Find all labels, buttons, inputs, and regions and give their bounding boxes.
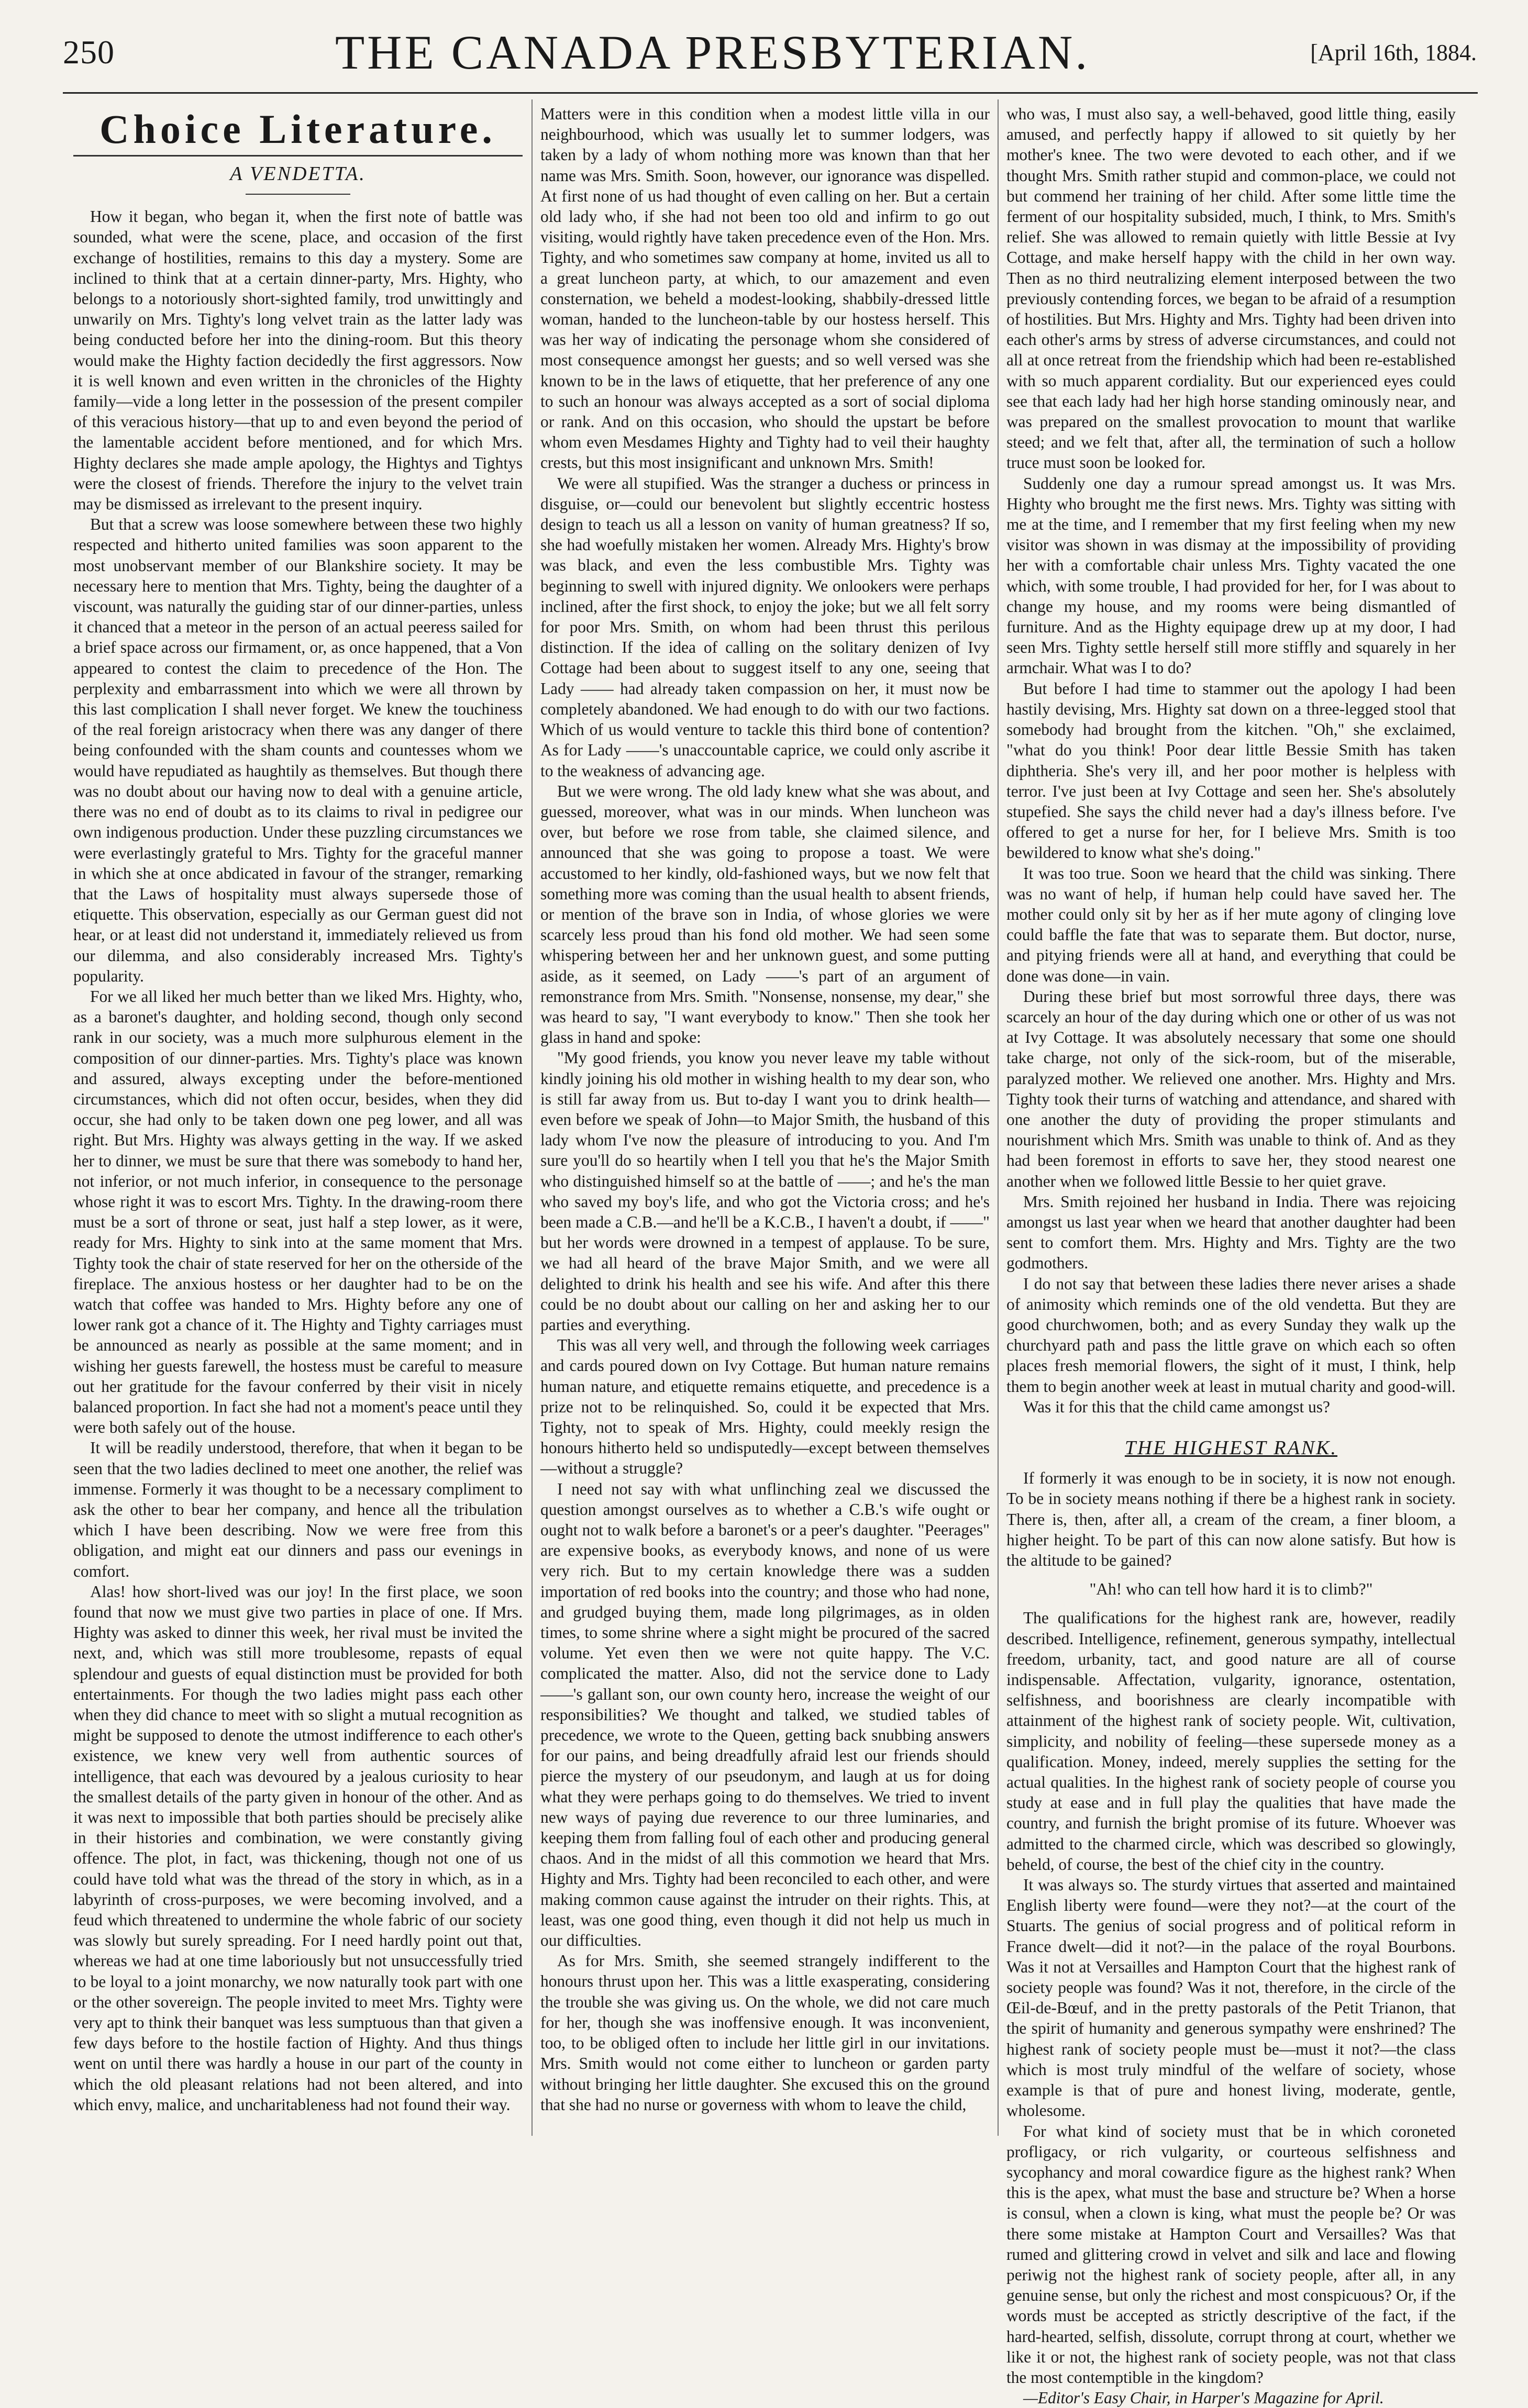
paragraph: It will be readily understood, therefore, that when it began to be seen that the two ladies declined to meet one another, the relief was immense. Formerly it was thought to be a necessary compliment to ask the other to bear her company, and hence all the tribulation which I have been describing. Now we were free from this obligation, and might eat our dinners and pass our evenings in comfort.: [73, 1439, 523, 1580]
paragraph: For what kind of society must that be in which coroneted profligacy, or rich vulgarity, or courteous selfishness and sycophancy and moral cowardice figure as the highest rank? When this is the apex, what must the base and structure be? When a horse is consul, when a clown is king, what must the people be? Or was there some mistake at Hampton Court and Versailles? Was that rumed and glittering crowd in velvet and silk and lace and flowing periwig not the highest rank of society people, after all, in any genuine sense, but only the richest and most conspicuous? Or, if the words must be accepted as strictly descriptive of the fact, if the hard-hearted, selfish, dissolute, corrupt throng at court, whether we like it or not, the highest rank of society people, was not that class the most contemptible in the kingdom?: [1006, 2122, 1456, 2387]
paragraph: Was it for this that the child came amongst us?: [1023, 1397, 1330, 1416]
paragraph: But that a screw was loose somewhere between these two highly respected and hitherto united families was soon apparent to the most unobservant member of our Blankshire society. It may be necessary here to mention that Mrs. Tighty, being the daughter of a viscount, was naturally the guiding star of our dinner-parties, unless it chanced that a meteor in the person of an actual peeress sailed for a brief space across our firmament, or, as once happened, that a Von appeared to contest the claim to precedence of the Hon. The perplexity and embarrassment into which we were all thrown by this last complication I shall never forget. We knew the touchiness of the real foreign aristocracy when there was any danger of there being confounded with the sham counts and countesses whom we would have repudiated as haughtily as themselves. But though there was no doubt about our having now to deal with a genuine article, there was no end of doubt as to its claims to rival in pedigree our own indigenous production. Under these puzzling circumstances we were everlastingly grateful to Mrs. Tighty for the graceful manner in which she at once abdicated in favour of the stranger, remarking that the Laws of hospitality must always supersede those of etiquette. This observation, especially as our German guest did not hear, or at least did not understand it, immediately relieved us from our dilemma, and also considerably increased Mrs. Tighty's popularity.: [73, 515, 523, 985]
masthead: [63, 16, 1477, 89]
story-title-highest-rank: THE HIGHEST RANK.: [1124, 1437, 1338, 1459]
column-2: [540, 104, 990, 2135]
paragraph: We were all stupified. Was the stranger a duchess or princess in disguise, or—could our benevolent but slightly eccentric hostess design to teach us all a lesson on vanity of human greatness? If so, she had woefully mistaken her women. Already Mrs. Highty's brow was black, and even the less combustible Mrs. Tighty was beginning to swell with injured dignity. We onlookers were perhaps inclined, after the first shock, to enjoy the joke; but we all felt sorry for poor Mrs. Smith, on whom had been thrust this perilous distinction. If the idea of calling on the solitary denizen of Ivy Cottage had been about to suggest itself to any one, seeing that Lady —— had already taken compassion on her, it must now be completely abandoned. We had enough to do with our two factions. Which of us would venture to tackle this third bone of contention? As for Lady ——'s unaccountable caprice, we could only ascribe it to the weakness of advancing age.: [540, 474, 990, 780]
page-number: 250: [63, 34, 115, 71]
title-rule: [246, 194, 350, 195]
paragraph: "My good friends, you know you never leave my table without kindly joining his old mother in wishing health to my dear son, who is still far away from us. But to-day I want you to drink health—even before we speak of John—to Major Smith, the husband of this lady whom I've now the pleasure of introducing to you. And I'm sure you'll do so heartily when I tell you that he's the Major Smith who distinguished himself so at the battle of ——; and he's the man who saved my boy's life, and who got the Victoria cross; and he's been made a C.B.—and he'll be a K.C.B., I haven't a doubt, if ——" but her words were drowned in a tempest of applause. To be sure, we had all heard of the brave Major Smith, and we were all delighted to drink his health and see his wife. And after this there could be no doubt about our calling on her and asking her to our parties and everything.: [540, 1049, 990, 1334]
column-1: [73, 104, 523, 2135]
paragraph: who was, I must also say, a well-behaved, good little thing, easily amused, and perfectly happy if allowed to sit quietly by her mother's knee. The two were devoted to each other, and if we thought Mrs. Smith rather stupid and common-place, we could not but commend her training of her child. After some little time the ferment of our hospitality subsided, much, I think, to Mrs. Smith's relief. She was allowed to remain quietly with little Bessie at Ivy Cottage, and make herself happy with the child in her own way. Then as no third neutralizing element interposed between the two previously contending forces, we began to be afraid of a resumption of hostilities. But Mrs. Highty and Mrs. Tighty had been driven into each other's arms by stress of adverse circumstances, and could not all at once retreat from the friendship which had been re-established with so much apparent cordiality. But our experienced eyes could see that each lady had her high horse standing ominously near, and was prepared on the smallest provocation to mount that warlike steed; and we felt that, after all, the termination of such a hollow truce must soon be looked for.: [1006, 105, 1456, 472]
paragraph: This was all very well, and through the following week carriages and cards poured down on Ivy Cottage. But human nature remains human nature, and etiquette remains etiquette, and precedence is a prize not to be relinquished. So, could it be expected that Mrs. Tighty, not to speak of Mrs. Highty, could meekly resign the honours hitherto held so undisputedly—except between themselves—without a struggle?: [540, 1336, 990, 1478]
attribution: —Editor's Easy Chair, in Harper's Magazine for April.: [1023, 2389, 1384, 2407]
paragraph: It was always so. The sturdy virtues that asserted and maintained English liberty were found—were they not?—at the court of the Stuarts. The genius of social progress and of political reform in France dwelt—did it not?—in the palace of the royal Bourbons. Was it not at Versailles and Hampton Court that the highest rank of society people was found? Was it not, therefore, in the circle of the Œil-de-Bœuf, and in the pretty pastorals of the Petit Trianon, that the spirit of humanity and generous sympathy were enshrined? The highest rank of society people must be—must it not?—the class which is most truly mindful of the welfare of society, whose example is that of pure and honest living, moderate, gentle, wholesome.: [1006, 1876, 1456, 2120]
paragraph: I do not say that between these ladies there never arises a shade of animosity which reminds one of the old vendetta. But they are good churchwomen, both; and as every Sunday they walk up the churchyard path and pass the little grave on which each so often places fresh memorial flowers, the sight of it must, I think, help them to begin another week at least in mutual charity and good-will.: [1006, 1274, 1456, 1396]
paragraph: How it began, who began it, when the first note of battle was sounded, what were the scene, place, and occasion of the first exchange of hostilities, remains to this day a mystery. Some are inclined to think that at a certain dinner-party, Mrs. Highty, who belongs to a notoriously short-sighted family, trod unwittingly and unwarily on Mrs. Tighty's long velvet train as the latter lady was being conducted before her into the dining-room. But this theory would make the Highty faction decidedly the first aggressors. Now it is well known and even written in the chronicles of the Highty family—vide a long letter in the possession of the present compiler of this veracious history—that up to and even beyond the period of the lamentable accident before mentioned, and for which Mrs. Highty declares she made ample apology, the Hightys and Tightys were the closest of friends. Therefore the injury to the velvet train may be dismissed as irrelevant to the present inquiry.: [73, 207, 523, 514]
paragraph: The qualifications for the highest rank are, however, readily described. Intelligence, refinement, generous sympathy, intellectual freedom, urbanity, tact, and good nature are all of course indispensable. Affectation, vulgarity, ignorance, ostentation, selfishness, and boorishness are clearly incompatible with attainment of the highest rank of society people. Wit, cultivation, simplicity, and nobility of feeling—these supersede money as a qualification. Money, indeed, merely supplies the setting for the actual qualities. In the highest rank of society people of course you study at ease and in full play the qualities that have made the country, and furnish the bright promise of its future. Whoever was admitted to the charmed circle, which was described so glowingly, beheld, of course, the best of the chief city in the country.: [1006, 1609, 1456, 1874]
paragraph: For we all liked her much better than we liked Mrs. Highty, who, as a baronet's daughter, and holding second, though only second rank in our society, was a much more sulphurous element in the composition of our dinner-parties. Mrs. Tighty's place was known and assured, always excepting under the before-mentioned circumstances, which did not often occur, besides, when they did occur, she had only to be taken down one peg lower, and all was right. But Mrs. Highty was always getting in the way. If we asked her to dinner, we must be sure that there was somebody to hand her, not inferior, or not much inferior, in consequence to the personage whose right it was to escort Mrs. Tighty. In the drawing-room there must be a sort of throne or seat, just half a step lower, as it were, ready for Mrs. Highty to sink into at the same moment that Mrs. Tighty took the chair of state reserved for her on the otherside of the fireplace. The anxious hostess or her daughter had to be on the watch that coffee was handed to Mrs. Highty before any one of lower rank got a chance of it. The Highty and Tighty carriages must be announced as nearly as possible at the same moment; and in wishing her guests farewell, the hostess must be careful to measure out her gratitude for the favour conferred by their visit in nicely balanced proportion. In fact she had not a moment's peace until they were both safely out of the house.: [73, 987, 523, 1437]
issue-date: [April 16th, 1884.: [1310, 39, 1477, 65]
paragraph: Mrs. Smith rejoined her husband in India. There was rejoicing amongst us last year when we heard that another daughter had been sent to comfort them. Mrs. Highty and Mrs. Tighty are the two godmothers.: [1006, 1192, 1456, 1273]
paragraph: Alas! how short-lived was our joy! In the first place, we soon found that now we must give two parties in place of one. If Mrs. Highty was asked to dinner this week, her rival must be invited the next, and, which was still more troublesome, repasts of equal splendour and guests of equal distinction must be provided for both entertainments. For though the two ladies might pass each other when they did chance to meet with so slight a mutual recognition as might be supposed to denote the utmost indifference to each other's existence, we knew very well from authentic sources of intelligence, that each was devoured by a jealous curiosity to hear the smallest details of the party given in honour of the other. And as it was next to impossible that both parties should be precisely alike in their histories and combination, we were constantly giving offence. The plot, in fact, was thickening, though not one of us could have told what was the thread of the story in which, as in a labyrinth of cross-purposes, we were becoming involved, and a feud which threatened to undermine the whole fabric of our society was slowly but surely spreading. For I need hardly point out that, whereas we had at one time laboriously but not unsuccessfully tried to be loyal to a joint monarchy, we now naturally took part with one or the other sovereign. The people invited to meet Mrs. Tighty were very apt to think their banquet was less sumptuous than that given a few days before to the hostile faction of Highty. And thus things went on until there was hardly a house in our part of the county in which the old pleasant relations had not been altered, and into which envy, malice, and uncharitableness had not found their way.: [73, 1582, 523, 2114]
verse-quote: "Ah! who can tell how hard it is to climb?": [1089, 1580, 1373, 1599]
column-3: [1006, 104, 1456, 2407]
paragraph: Suddenly one day a rumour spread amongst us. It was Mrs. Highty who brought me the first news. Mrs. Tighty was sitting with me at the time, and I remember that my first feeling when my new visitor was shown in was dismay at the impossibility of providing her with a comfortable chair unless Mrs. Tighty vacated the one which, with some trouble, I had provided for her, for I was about to change my house, and my rooms were being dismantled of furniture. And as the Highty equipage drew up at my door, I had seen Mrs. Tighty settle herself still more stiffly and squarely in her armchair. What was I to do?: [1006, 474, 1456, 677]
paragraph: During these brief but most sorrowful three days, there was scarcely an hour of the day during which one or other of us was not at Ivy Cottage. It was absolutely necessary that some one should take charge, not only of the sick-room, but of the miserable, paralyzed mother. We relieved one another. Mrs. Highty and Mrs. Tighty took their turns of watching and attendance, and shared with one another the duty of providing the proper stimulants and nourishment which Mrs. Smith was unable to think of. And as they had been foremost in efforts to save her, they stood nearest one another when we followed little Bessie to her quiet grave.: [1006, 987, 1456, 1190]
column-divider: [532, 99, 533, 2136]
paragraph: Matters were in this condition when a modest little villa in our neighbourhood, which was usually let to summer lodgers, was taken by a lady of whom nothing more was known than that her name was Mrs. Smith. Soon, however, our ignorance was dispelled. At first none of us had thought of even calling on her. But a certain old lady who, if she had not been too old and infirm to go out visiting, would rightly have taken precedence even of the Hon. Mrs. Tighty, and who sometimes saw company at home, invited us all to a great luncheon party, at which, to our amazement and even consternation, we beheld a modest-looking, shabbily-dressed little woman, handed to the luncheon-table by our hostess herself. This was her way of indicating the personage whom she considered of most consequence amongst her guests; and so well versed was she known to be in the laws of etiquette, that her preference of any one to such an honour was always accepted as a sort of social diploma or rank. And on this occasion, who should the upstart be before whom even Mesdames Highty and Tighty had to veil their haughty crests, but this most insignificant and unknown Mrs. Smith!: [540, 105, 990, 472]
column-divider: [998, 99, 999, 2136]
paragraph: If formerly it was enough to be in society, it is now not enough. To be in society means nothing if there be a highest rank in society. There is, then, after all, a cream of the cream, a finer bloom, a higher height. To be part of this can now alone satisfy. But how is the altitude to be gained?: [1006, 1469, 1456, 1570]
paragraph: It was too true. Soon we heard that the child was sinking. There was no want of help, if human help could have saved her. The mother could only sit by her as if her mute agony of clinging love could baffle the fate that was to separate them. But doctor, nurse, and pitying friends were all at hand, and everything that could be done was done—in vain.: [1006, 864, 1456, 985]
masthead-rule: [63, 92, 1478, 94]
section-heading: Choice Literature.: [73, 107, 523, 157]
paragraph: As for Mrs. Smith, she seemed strangely indifferent to the honours thrust upon her. This was a little exasperating, considering the trouble she was giving us. On the whole, we did not care much for her, though she was inoffensive enough. It was inconvenient, too, to be obliged often to include her little girl in our invitations. Mrs. Smith would not come either to luncheon or garden party without bringing her little daughter. She excused this on the ground that she had no nurse or governess with whom to leave the child,: [540, 1952, 990, 2114]
paragraph: But we were wrong. The old lady knew what she was about, and guessed, moreover, what was in our minds. When luncheon was over, but before we rose from table, she claimed silence, and announced that she was going to propose a toast. We were accustomed to her kindly, old-fashioned ways, but we now felt that something more was coming than the usual health to absent friends, or mention of the brave son in India, of whose glories we were scarcely less proud than his fond old mother. We had seen some whispering between her and her unknown guest, and some putting aside, as it seemed, on Lady ——'s part of an argument of remonstrance from Mrs. Smith. "Nonsense, nonsense, my dear," she was heard to say, "I want everybody to know." Then she took her glass in hand and spoke:: [540, 782, 990, 1047]
newspaper-title: THE CANADA PRESBYTERIAN.: [335, 26, 1090, 79]
paragraph: But before I had time to stammer out the apology I had been hastily devising, Mrs. Highty sat down on a three-legged stool that somebody had brought from the kitchen. "Oh," she exclaimed, "what do you think! Poor dear little Bessie Smith has taken diphtheria. She's very ill, and her poor mother is helpless with terror. I've just been at Ivy Cottage and seen her. She's absolutely stupefied. She says the child never had a day's illness before. I've offered to get a nurse for her, for I believe Mrs. Smith is too bewildered to know what she's doing.": [1006, 679, 1456, 862]
paragraph: I need not say with what unflinching zeal we discussed the question amongst ourselves as to whether a C.B.'s wife ought or ought not to walk before a baronet's or a peer's daughter. "Peerages" are expensive books, as everybody knows, and none of us were very rich. But to my certain knowledge there was a sudden importation of red books into the country; and those who had none, and grudged buying them, made long pilgrimages, as in olden times, to some shrine where a sight might be procured of the sacred volume. Yet even then we were not quite happy. The V.C. complicated the matter. Also, did not the service done to Lady ——'s gallant son, our own county hero, increase the weight of our responsibilities? We thought and talked, we studied tables of precedence, we wrote to the Queen, getting back snubbing answers for our pains, and being dreadfully afraid lest our friends should pierce the mystery of our pseudonym, and laugh at us for doing what they were perhaps going to do themselves. We tried to invent new ways of paying due reverence to our three luminaries, and keeping them from falling foul of each other and producing general chaos. And in the midst of all this commotion we heard that Mrs. Highty and Mrs. Tighty had been reconciled to each other, and were making common cause against the intruder on their rights. This, at least, was one good thing, even though it did not help us much in our difficulties.: [540, 1479, 990, 1950]
story-title-vendetta: A VENDETTA.: [230, 163, 366, 185]
